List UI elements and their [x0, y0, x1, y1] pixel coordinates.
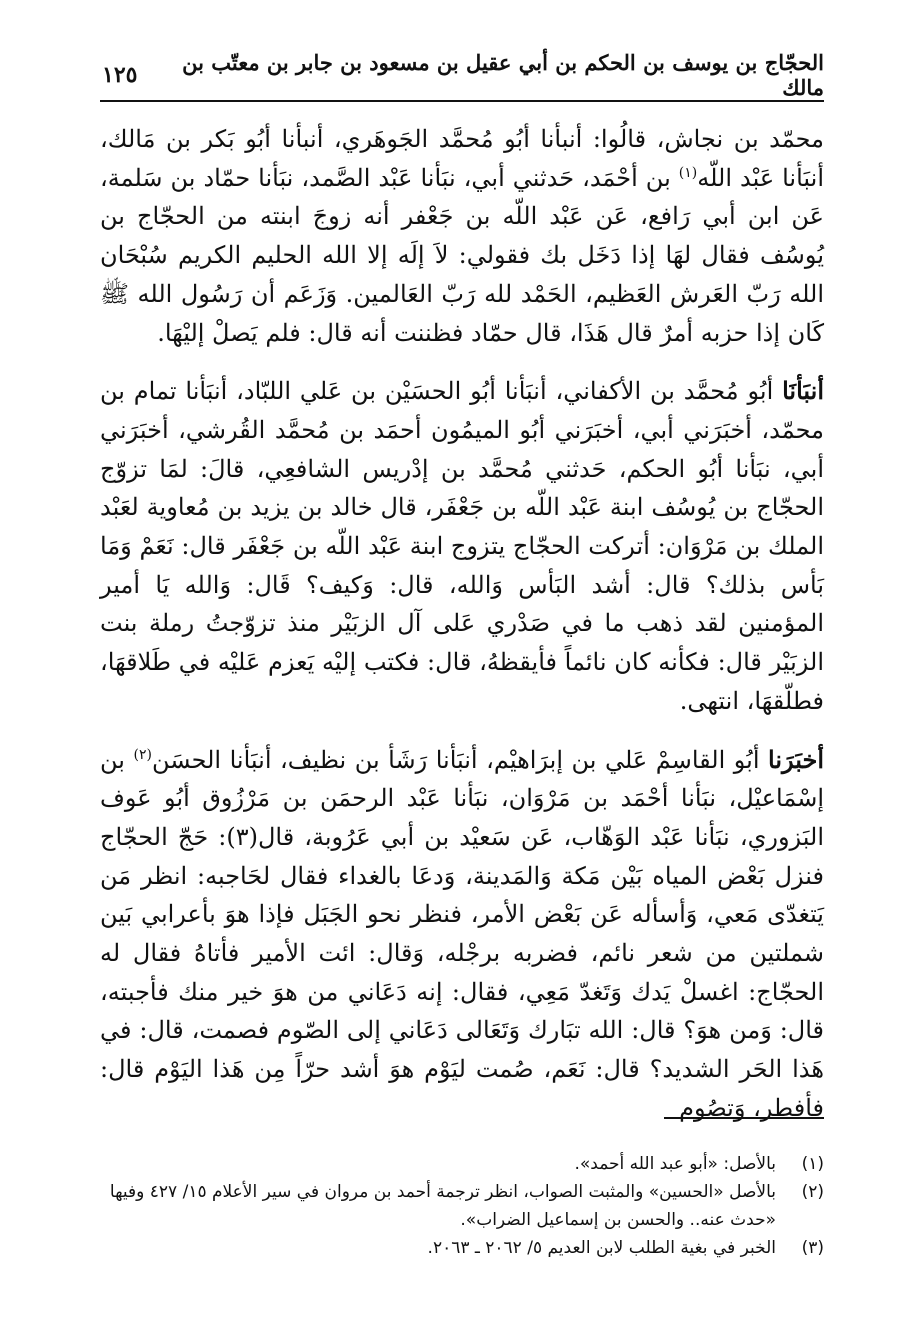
paragraph-text-cont: بن إسْمَاعيْل، نبَأنا أحْمَد بن مَرْوَان، نبَأنا عَبْد الرحمَن بن مَرْزُوق أبُو عَوف البَزوري، نبَأنا عَبْد الوَهّاب، عَن سَعيْد بن أبي عَرُوبة، قال(٣): حَجّ الحجّاج فنزل بَعْض المياه بَيْن مَكة وَالمَدينة، وَدعَا بالغداء فقال لحَاجبه: انظر مَن يَتغدّى مَعي، وَأسأله عَن بَعْض الأمر، فنظر نحو الجَبَل فإذا هوَ بأعرابي بَين شملتين من شعر نائم، فضربه برجْله، وَقال: ائت الأمير فأتاهُ فقال له الحجّاج: اغسلْ يَدك وَتَغدّ مَعِي، فقال: إنه دَعَاني من هوَ خير منك فأجبته، قال: وَمن هوَ؟ قال: الله تبَارك وَتَعَالى دَعَاني إلى الصّوم فصمت، قال: في هَذا الحَر الشديد؟ قال: نَعَم، صُمت ليَوْم هوَ أشد حرّاً مِن هَذا اليَوْم قال: فأفطر، وَتصُوم — [100, 745, 824, 1122]
footnote-number: (٣) — [801, 1238, 824, 1258]
paragraph-text: محمّد بن نجاش، قالُوا: أنبأنا أبُو مُحمَّد الجَوهَري، أنبأنا أبُو بَكر بن مَالك، أنبَأنا عَبْد اللّه — [100, 125, 825, 192]
paragraph-2 — [100, 372, 824, 720]
page-header — [102, 52, 824, 98]
footnote-text: بالأصل «الحسين» والمثبت الصواب، انظر ترجمة أحمد بن مروان في سير الأعلام ١٥/ ٤٢٧ وفيها «حدث عنه.. والحسن بن إسماعيل الضراب». — [109, 1182, 776, 1230]
header-rule — [100, 100, 824, 102]
paragraph-text: أبُو مُحمَّد بن الأكفاني، أنبَأنا أبُو الحسَيْن بن عَلي اللبّاد، أنبَأنا تمام بن محمّد، أخبَرَني أبي، أخبَرَني أبُو الميمُون أحمَد بن مُحمَّد القُرشي، أخبَرَني أبي، نبَأنا أبُو الحكم، حَدثني مُحمَّد بن إدْريس الشافعِي، قالَ: لمَا تزوّج الحجّاج بن يُوسُف ابنة عَبْد اللّه بن جَعْفَر، قال خالد بن يزيد بن مُعاوية لعَبْد الملك بن مَرْوَان: أتركت الحجّاج يتزوج ابنة عَبْد اللّه بن جَعْفَر قال: نَعَمْ وَمَا بَأس بذلك؟ قال: أشد البَأس وَالله، قال: وَكيف؟ قَال: وَالله يَا أمير المؤمنين لقد ذهب ما في صَدْري عَلى آل الزبَيْر منذ تزوّجتُ رملة بنت الزبَيْر قال: فكأنه كان نائماً فأيقظهُ، قال: فكتب إليْه يَعزم عَليْه في طَلاقهَا، فطلّقهَا، انتهى. — [100, 377, 824, 715]
paragraph-text-cont: بن أحْمَد، حَدثني أبي، نبَأنا عَبْد الصَّمد، نبَأنا حمّاد بن سَلمة، عَن ابن أبي رَافع، عَن عَبْد اللّه بن جَعْفر أنه زوجَ ابنته من الحجّاج بن يُوسُف فقال لهَا إذا دَخَل بك فقولي: لاَ إلَه إلا الله الحليم الكريم سُبْحَان الله رَبّ العَرش العَظيم، الحَمْد لله رَبّ العَالمين. وَزَعَم أن رَسُول الله ﷺ كَان إذا حزبه أمرٌ قال هَذَا، قال حمّاد فظننت أنه قال: فلم يَصلْ إليْهَا. — [100, 163, 824, 347]
footnotes — [100, 1150, 824, 1262]
footnote-text: الخبر في بغية الطلب لابن العديم ٥/ ٢٠٦٢ ـ ٢٠٦٣. — [427, 1238, 776, 1258]
paragraph-lead: أنبَأنَا — [782, 376, 825, 406]
footnote-item — [100, 1150, 824, 1178]
footnote-ref: (١) — [678, 164, 698, 181]
footnote-ref: (٢) — [133, 746, 152, 763]
paragraph-lead: أخبَرَنا — [768, 744, 825, 774]
footnote-text: بالأصل: «أبو عبد الله أحمد». — [574, 1154, 776, 1174]
footnote-number: (٢) — [801, 1182, 824, 1202]
footnote-number: (١) — [801, 1154, 824, 1174]
paragraph-1 — [100, 120, 824, 352]
footnote-item — [100, 1234, 824, 1262]
running-title: الحجّاج بن يوسف بن الحكم بن أبي عقيل بن مسعود بن جابر بن معتّب بن مالك — [182, 50, 824, 100]
paragraph-text: أبُو القاسِمْ عَلي بن إبرَاهيْم، أنبَأنا رَشَأ بن نظيف، أنبَأنا الحسَن — [151, 745, 769, 774]
main-text — [100, 120, 824, 1128]
paragraph-3 — [100, 741, 824, 1128]
footnote-separator — [664, 1117, 824, 1119]
footnote-item — [100, 1178, 824, 1234]
page-number: ١٢٥ — [102, 62, 138, 88]
